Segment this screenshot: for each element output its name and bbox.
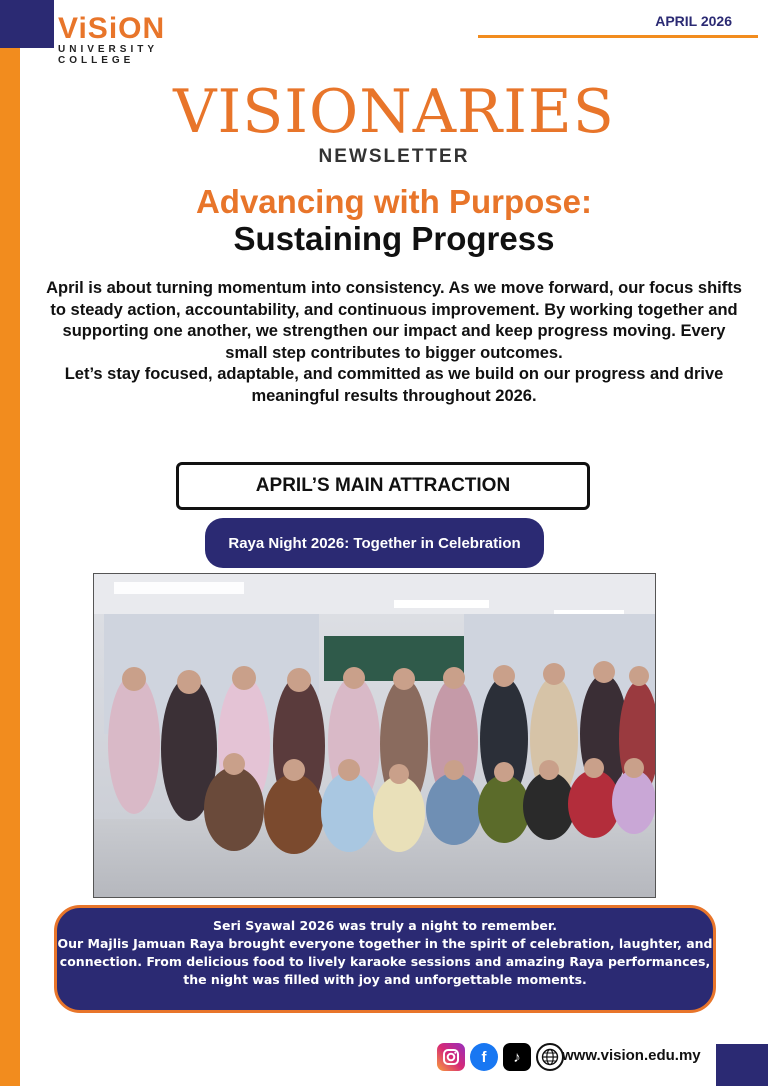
left-accent-stripe (0, 0, 20, 1086)
event-group-photo (93, 573, 656, 898)
corner-block-bottom (716, 1044, 768, 1086)
instagram-glyph (442, 1048, 460, 1066)
globe-icon[interactable] (536, 1043, 564, 1071)
section-label-box (176, 462, 590, 510)
facebook-icon[interactable]: f (470, 1043, 498, 1071)
intro-text (40, 278, 748, 407)
headline-line-1: Advancing with Purpose: (195, 183, 593, 220)
social-links (437, 1043, 564, 1071)
group-photo-illustration (94, 574, 656, 898)
caption-line-1: Seri Syawal 2026 was truly a night to remember. (212, 918, 557, 933)
date-rule (478, 35, 758, 38)
headline-line-2: Sustaining Progress (233, 220, 555, 257)
caption-line-2: Our Majlis Jamuan Raya brought everyone together in the spirit of celebration, laughter, and connection. From delicious food to lively karaoke sessions and amazing Raya performances, the night was filled with joy and unforgettable moments. (57, 936, 713, 987)
corner-block-top (0, 0, 54, 48)
tiktok-icon[interactable]: ♪ (503, 1043, 531, 1071)
issue-date: APRIL 2026 (655, 13, 732, 29)
masthead-title: VISIONARIES (173, 77, 615, 147)
instagram-icon[interactable] (437, 1043, 465, 1071)
vision-logo (58, 14, 178, 66)
masthead-subtitle: NEWSLETTER (318, 146, 470, 167)
event-title-pill (205, 518, 544, 568)
website-link[interactable]: www.vision.edu.my (562, 1047, 701, 1064)
logo-line-2: COLLEGE (58, 55, 135, 66)
event-caption (54, 905, 716, 1013)
logo-line-1: UNIVERSITY (58, 44, 159, 55)
intro-paragraph-2: Let’s stay focused, adaptable, and committed as we build on our progress and drive meaningful results throughout 2026. (64, 365, 724, 405)
logo-brand: ViSiON (58, 12, 166, 45)
globe-glyph (541, 1048, 559, 1066)
intro-paragraph-1: April is about turning momentum into consistency. As we move forward, our focus shifts to steady action, accountability, and continuous improvement. By working together and supporting one another, we strengthen our impact and keep progress moving. Every small step contributes to bigger outcomes. (46, 279, 742, 362)
event-title: Raya Night 2026: Together in Celebration (228, 534, 521, 552)
section-label: APRIL’S MAIN ATTRACTION (255, 475, 511, 496)
